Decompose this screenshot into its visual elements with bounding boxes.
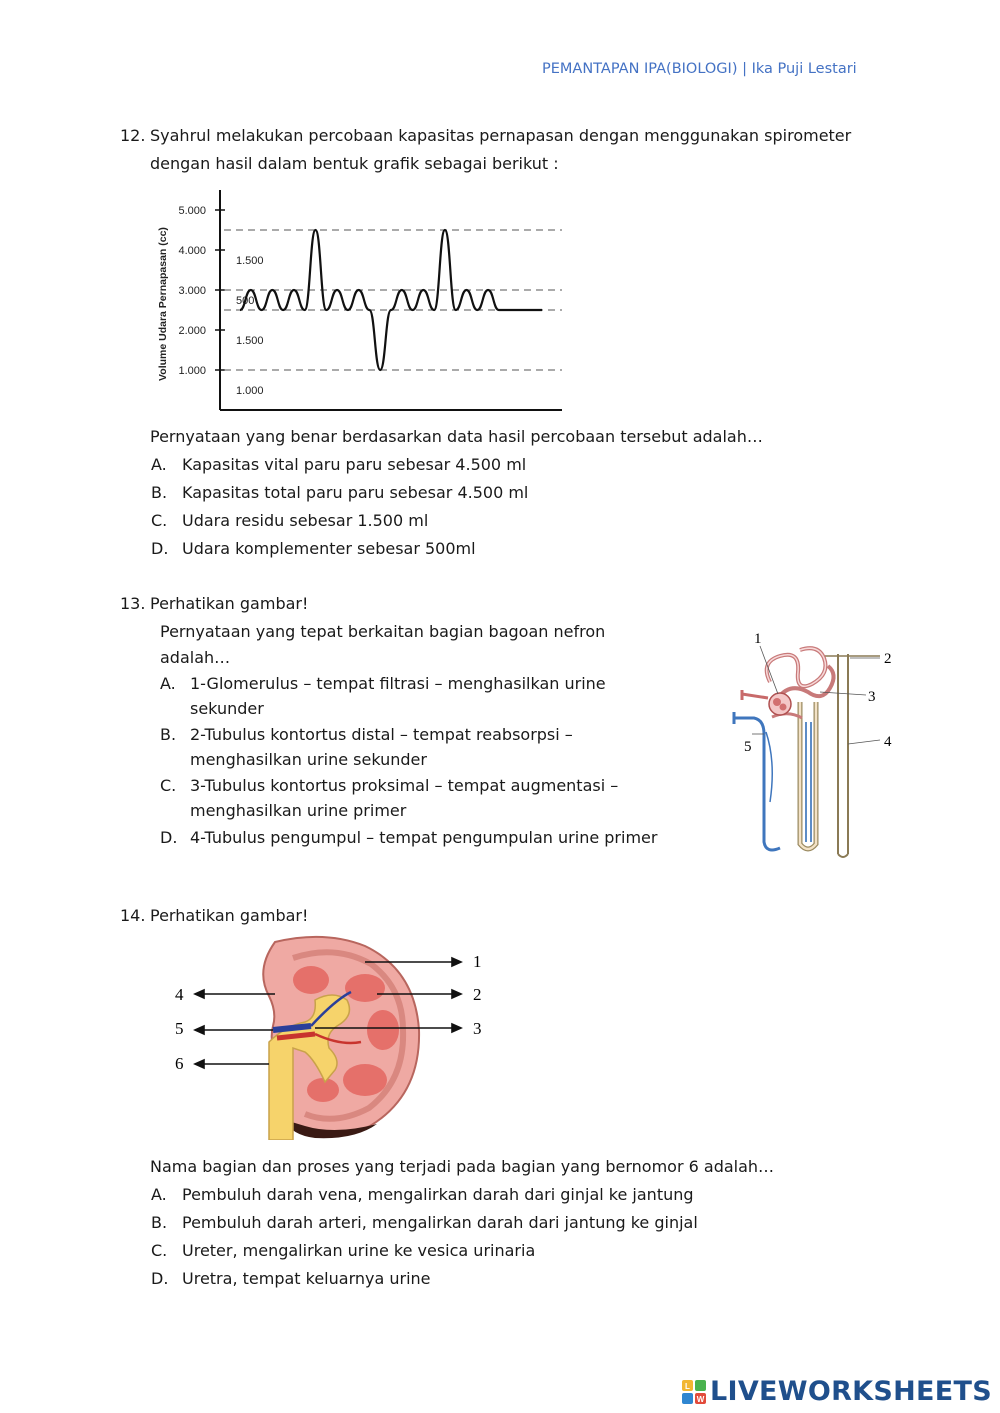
option-text-line1: 4-Tubulus pengumpul – tempat pengumpulan urine primer: [190, 828, 658, 847]
y-tick-label: 2.000: [178, 325, 206, 337]
option-text: Kapasitas total paru paru sebesar 4.500 ml: [182, 483, 529, 502]
option-text-line1: 2-Tubulus kontortus distal – tempat reabsorpsi –: [190, 725, 573, 744]
kidney-label-6: 6: [175, 1054, 184, 1073]
nephron-label-3: 3: [868, 689, 876, 705]
option-letter: D.: [151, 539, 169, 558]
q13-question-line1: Pernyataan yang tepat berkaitan bagian bagoan nefron: [160, 622, 606, 641]
option-text: Pembuluh darah arteri, mengalirkan darah dari jantung ke ginjal: [182, 1213, 698, 1232]
spirometer-trace: [240, 230, 542, 370]
q14-number: 14.: [120, 906, 146, 925]
liveworksheets-wordmark: LIVEWORKSHEETS: [709, 1376, 992, 1407]
kidney-label-3: 3: [473, 1019, 482, 1038]
y-tick-label: 3.000: [178, 285, 206, 297]
option-text-line1: 1-Glomerulus – tempat filtrasi – menghasilkan urine: [190, 674, 606, 693]
option-letter: B.: [151, 1213, 168, 1232]
option-text: Udara residu sebesar 1.500 ml: [182, 511, 429, 530]
option-letter: A.: [151, 1185, 167, 1204]
nephron-figure: [720, 622, 910, 867]
option-text: Kapasitas vital paru paru sebesar 4.500 ml: [182, 455, 527, 474]
nephron-label-5: 5: [744, 739, 752, 755]
badge-letter-l: L: [685, 1381, 690, 1391]
y-tick-label: 4.000: [178, 245, 206, 257]
option-letter: D.: [160, 828, 178, 847]
option-letter: C.: [151, 511, 168, 530]
renal-vessels: [734, 690, 780, 850]
q12-question: Pernyataan yang benar berdasarkan data hasil percobaan tersebut adalah…: [150, 427, 763, 446]
option-letter: B.: [151, 483, 168, 502]
q12-number: 12.: [120, 126, 146, 145]
option-text: Udara komplementer sebesar 500ml: [182, 539, 476, 558]
kidney-label-4: 4: [175, 985, 184, 1004]
option-text-line2: sekunder: [190, 699, 264, 718]
volume-segment-label: 1.500: [236, 335, 264, 347]
loop-of-henle: [800, 702, 816, 849]
kidney-label-5: 5: [175, 1019, 184, 1038]
option-letter: A.: [160, 674, 176, 693]
option-text: Pembuluh darah vena, mengalirkan darah dari ginjal ke jantung: [182, 1185, 694, 1204]
q13-stem: 13. Perhatikan gambar!: [120, 594, 309, 613]
option-text-line2: menghasilkan urine sekunder: [190, 750, 427, 769]
q14-question: Nama bagian dan proses yang terjadi pada bagian yang bernomor 6 adalah…: [150, 1157, 775, 1176]
liveworksheets-logo: [682, 1376, 992, 1407]
q12-stem-line2: dengan hasil dalam bentuk grafik sebagai berikut :: [150, 154, 559, 173]
option-letter: C.: [151, 1241, 168, 1260]
option-letter: A.: [151, 455, 167, 474]
q12-stem-line1: 12. Syahrul melakukan percobaan kapasitas pernapasan dengan menggunakan spirometer: [120, 126, 852, 145]
badge-letter-w: W: [696, 1394, 705, 1404]
volume-segment-label: 1.500: [236, 255, 264, 267]
volume-segment-label: 500: [236, 295, 255, 307]
nephron-label-4: 4: [884, 734, 892, 750]
page-header: PEMANTAPAN IPA(BIOLOGI) | Ika Puji Lestari: [542, 61, 857, 77]
q14-stem: 14. Perhatikan gambar!: [120, 906, 309, 925]
option-letter: C.: [160, 776, 177, 795]
glomerulus: [769, 693, 791, 715]
option-text: Uretra, tempat keluarnya urine: [182, 1269, 431, 1288]
q13-question-line2: adalah…: [160, 648, 231, 667]
y-tick-label: 5.000: [178, 205, 206, 217]
kidney-label-2: 2: [473, 985, 482, 1004]
spirometer-chart: [150, 180, 570, 420]
option-text-line1: 3-Tubulus kontortus proksimal – tempat augmentasi –: [190, 776, 619, 795]
liveworksheets-badge-icon: [682, 1380, 706, 1404]
y-tick-label: 1.000: [178, 365, 206, 377]
nephron-label-1: 1: [754, 631, 762, 647]
nephron-label-2: 2: [884, 651, 892, 667]
volume-segment-label: 1.000: [236, 385, 264, 397]
y-axis-label: Volume Udara Pernapasan (cc): [157, 227, 169, 381]
option-text: Ureter, mengalirkan urine ke vesica urinaria: [182, 1241, 536, 1260]
kidney-label-1: 1: [473, 952, 482, 971]
q13-number: 13.: [120, 594, 146, 613]
option-text-line2: menghasilkan urine primer: [190, 801, 407, 820]
option-letter: B.: [160, 725, 177, 744]
kidney-figure: [165, 930, 505, 1140]
option-letter: D.: [151, 1269, 169, 1288]
